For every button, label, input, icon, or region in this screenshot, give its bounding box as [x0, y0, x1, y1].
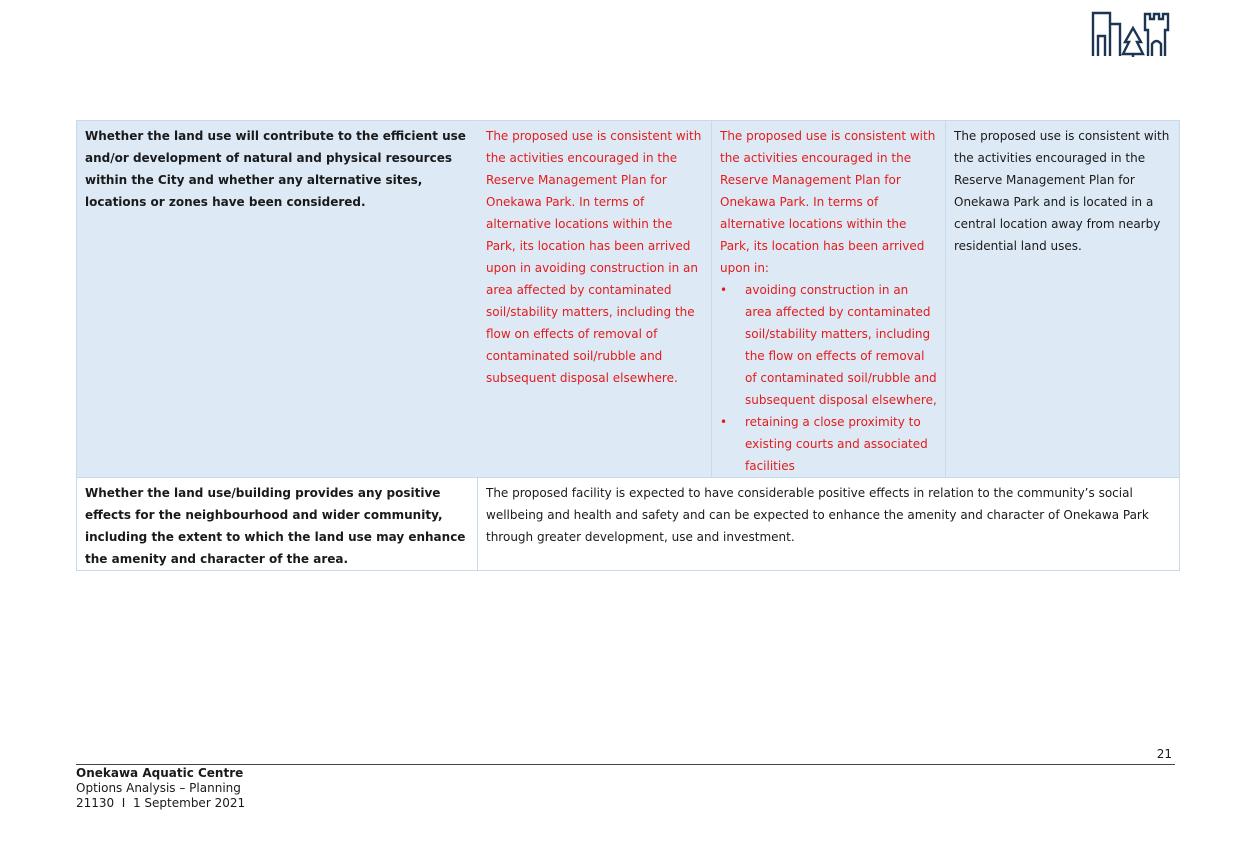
option-bullet-list: [720, 279, 937, 477]
table-row: [77, 121, 1180, 478]
list-item: • retaining a close proximity to existing courts and associated facilities: [720, 411, 937, 477]
option-cell-1: The proposed use is consistent with the activities encouraged in the Reserve Management Plan for Onekawa Park. In terms of alternative locations within the Park, its location has been arrived upon in avoiding construction in an area affected by contaminated soil/stability matters, including the flow on effects of removal of contaminated soil/rubble and subsequent disposal elsewhere.: [478, 121, 712, 478]
criterion-cell: Whether the land use will contribute to the efficient use and/or development of natural and physical resources within the City and whether any alternative sites, locations or zones have been considered.: [77, 121, 478, 478]
assessment-table: [76, 120, 1180, 571]
option-intro: The proposed use is consistent with the activities encouraged in the Reserve Management Plan for Onekawa Park. In terms of alternative locations within the Park, its location has been arrived upon in:: [720, 129, 936, 275]
footer-ref: 21130 I 1 September 2021: [76, 796, 246, 810]
criterion-cell: Whether the land use/building provides any positive effects for the neighbourhood and wider community, including the extent to which the land use may enhance the amenity and character of the area.: [77, 478, 478, 571]
option-cell-3: The proposed use is consistent with the activities encouraged in the Reserve Management Plan for Onekawa Park and is located in a central location away from nearby residential land uses.: [946, 121, 1180, 478]
footer-divider: [76, 764, 1175, 765]
response-cell: The proposed facility is expected to have considerable positive effects in relation to the community’s social wellbeing and health and safety and can be expected to enhance the amenity and character of Onekawa Park through greater development, use and investment.: [478, 478, 1180, 571]
list-item: • avoiding construction in an area affected by contaminated soil/stability matters, including the flow on effects of removal of contaminated soil/rubble and subsequent disposal elsewhere,: [720, 279, 937, 411]
table-row: [77, 478, 1180, 571]
page-number: 21: [1156, 747, 1172, 761]
hk-logo: [1090, 10, 1172, 58]
option-cell-2: [712, 121, 946, 478]
footer: [76, 766, 245, 811]
footer-title: Onekawa Aquatic Centre: [76, 766, 244, 780]
footer-subtitle: Options Analysis – Planning: [76, 781, 241, 795]
